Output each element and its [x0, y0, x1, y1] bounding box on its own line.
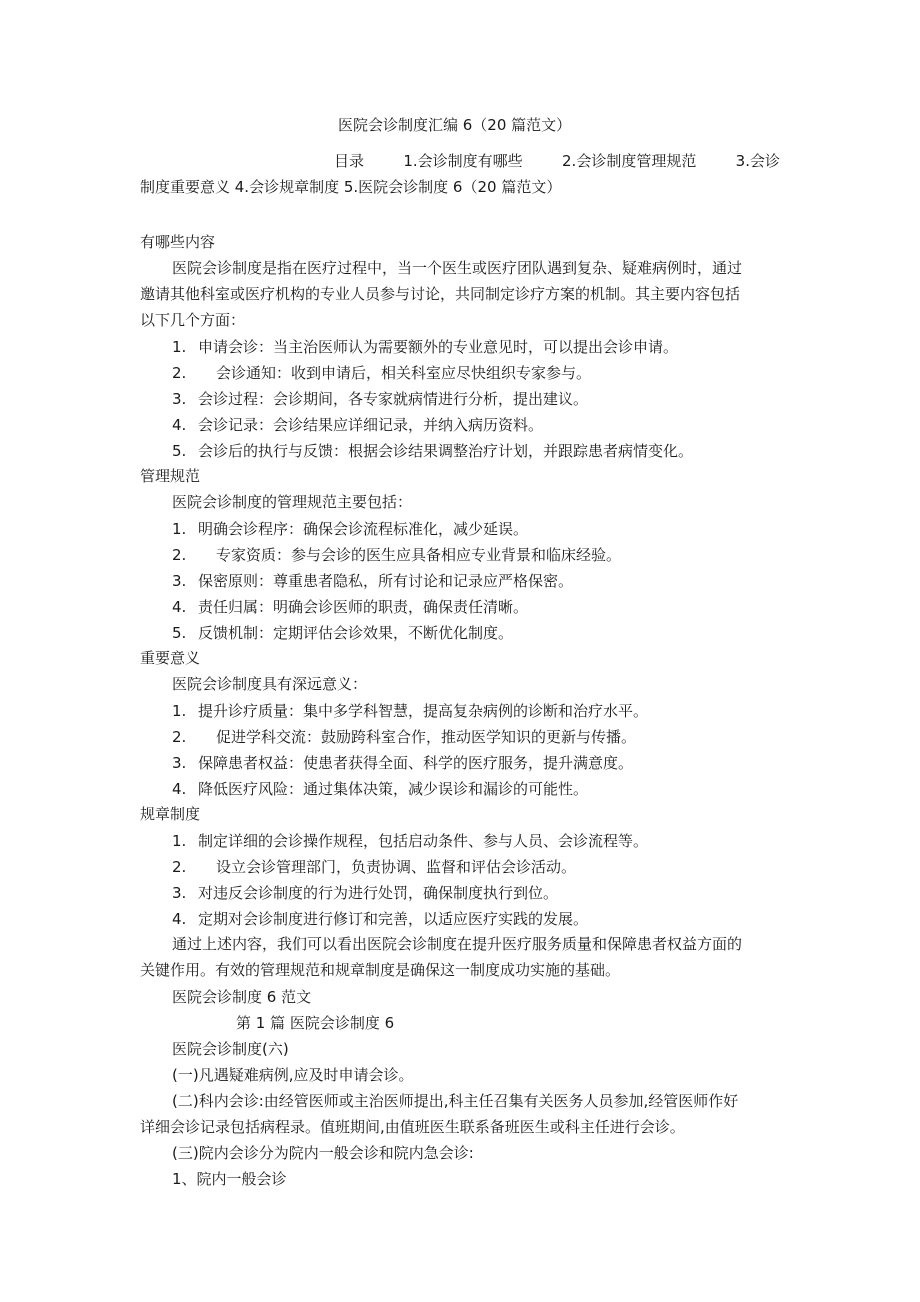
- list-item-number: 4.: [172, 910, 187, 928]
- list-item-number: 3.: [172, 572, 187, 590]
- paragraph-line: 医院会诊制度具有深远意义：: [172, 675, 368, 693]
- list-item-text: 责任归属：明确会诊医师的职责，确保责任清晰。: [198, 598, 529, 616]
- list-item-text: 会诊通知：收到申请后，相关科室应尽快组织专家参与。: [216, 364, 592, 382]
- list-item-text: 保密原则：尊重患者隐私，所有讨论和记录应严格保密。: [198, 572, 574, 590]
- list-item-number: 1.: [172, 702, 187, 720]
- list-item: [172, 830, 648, 852]
- paragraph-line: (三)院内会诊分为院内一般会诊和院内急会诊:: [172, 1144, 474, 1162]
- list-item-text: 明确会诊程序：确保会诊流程标准化，减少延误。: [198, 520, 529, 538]
- list-item: [172, 362, 591, 384]
- paragraph-line: 邀请其他科室或医疗机构的专业人员参与讨论，共同制定诊疗方案的机制。其主要内容包括: [140, 285, 741, 303]
- paragraph-line: 关键作用。有效的管理规范和规章制度是确保这一制度成功实施的基础。: [140, 961, 621, 979]
- section-heading: 管理规范: [140, 467, 201, 485]
- list-item: [172, 570, 573, 592]
- list-item: [172, 414, 543, 436]
- list-item-number: 3.: [172, 390, 187, 408]
- list-item-number: 5.: [172, 624, 187, 642]
- list-item-text: 提升诊疗质量：集中多学科智慧，提高复杂病例的诊断和治疗水平。: [198, 702, 649, 720]
- section-heading: 有哪些内容: [140, 233, 216, 251]
- list-item-number: 3.: [172, 754, 187, 772]
- list-item-number: 2.: [172, 546, 187, 564]
- article-title: 第 1 篇 医院会诊制度 6: [236, 1014, 395, 1032]
- list-item: [172, 622, 513, 644]
- list-item-number: 4.: [172, 780, 187, 798]
- list-item: [172, 440, 693, 462]
- list-item: [172, 882, 558, 904]
- toc-item-2: 2.会诊制度管理规范: [562, 152, 697, 170]
- list-item-text: 对违反会诊制度的行为进行处罚，确保制度执行到位。: [198, 884, 559, 902]
- list-item-number: 1.: [172, 520, 187, 538]
- paragraph-line: (二)科内会诊:由经管医师或主治医师提出,科主任召集有关医务人员参加,经管医师作好: [172, 1092, 739, 1110]
- paragraph-line: 以下几个方面：: [140, 311, 246, 329]
- list-item-text: 保障患者权益：使患者获得全面、科学的医疗服务，提升满意度。: [198, 754, 634, 772]
- list-item-number: 1.: [172, 338, 187, 356]
- list-item-number: 1.: [172, 832, 187, 850]
- sample-label: 医院会诊制度 6 范文: [172, 988, 312, 1006]
- list-item-number: 2.: [172, 858, 187, 876]
- article-subtitle: 医院会诊制度(六): [172, 1040, 289, 1058]
- list-item-text: 定期对会诊制度进行修订和完善，以适应医疗实践的发展。: [198, 910, 589, 928]
- list-item-text: 设立会诊管理部门，负责协调、监督和评估会诊活动。: [216, 858, 577, 876]
- list-item-number: 5.: [172, 442, 187, 460]
- toc-item-3-start: 3.会诊: [735, 152, 780, 170]
- section-heading: 规章制度: [140, 805, 201, 823]
- paragraph-line: 详细会诊记录包括病程录。值班期间,由值班医生联系备班医生或科主任进行会诊。: [140, 1118, 685, 1136]
- list-item: [172, 518, 528, 540]
- paragraph-line: (一)凡遇疑难病例,应及时申请会诊。: [172, 1066, 414, 1084]
- list-item: [172, 596, 528, 618]
- list-item: [172, 752, 633, 774]
- list-item: [172, 700, 648, 722]
- list-item: [172, 726, 636, 748]
- list-item-number: 2.: [172, 728, 187, 746]
- list-item-number: 2.: [172, 364, 187, 382]
- list-item-number: 3.: [172, 884, 187, 902]
- section-heading: 重要意义: [140, 649, 201, 667]
- list-item-text: 专家资质：参与会诊的医生应具备相应专业背景和临床经验。: [216, 546, 622, 564]
- list-item-text: 会诊记录：会诊结果应详细记录，并纳入病历资料。: [198, 416, 544, 434]
- list-item-text: 申请会诊：当主治医师认为需要额外的专业意见时，可以提出会诊申请。: [198, 338, 679, 356]
- list-item: [172, 778, 588, 800]
- list-item-text: 降低医疗风险：通过集体决策，减少误诊和漏诊的可能性。: [198, 780, 589, 798]
- toc-item-1: 1.会诊制度有哪些: [403, 152, 523, 170]
- list-item-number: 4.: [172, 416, 187, 434]
- paragraph-line: 医院会诊制度是指在医疗过程中，当一个医生或医疗团队遇到复杂、疑难病例时，通过: [172, 259, 743, 277]
- list-item-text: 制定详细的会诊操作规程，包括启动条件、参与人员、会诊流程等。: [198, 832, 649, 850]
- list-item: [172, 388, 588, 410]
- list-item: [172, 544, 621, 566]
- toc-line-2: 制度重要意义 4.会诊规章制度 5.医院会诊制度 6（20 篇范文）: [140, 178, 562, 196]
- list-item-number: 4.: [172, 598, 187, 616]
- list-item: [172, 856, 576, 878]
- paragraph-line: 医院会诊制度的管理规范主要包括：: [172, 493, 413, 511]
- paragraph-line: 1、院内一般会诊: [172, 1170, 287, 1188]
- toc-line-1: [334, 150, 780, 172]
- toc-label: 目录: [334, 152, 365, 170]
- list-item-text: 会诊后的执行与反馈：根据会诊结果调整治疗计划，并跟踪患者病情变化。: [198, 442, 694, 460]
- list-item-text: 促进学科交流：鼓励跨科室合作，推动医学知识的更新与传播。: [216, 728, 637, 746]
- paragraph-line: 通过上述内容，我们可以看出医院会诊制度在提升医疗服务质量和保障患者权益方面的: [172, 935, 743, 953]
- list-item: [172, 336, 678, 358]
- document-title: 医院会诊制度汇编 6（20 篇范文）: [338, 116, 572, 134]
- list-item-text: 反馈机制：定期评估会诊效果，不断优化制度。: [198, 624, 514, 642]
- list-item-text: 会诊过程：会诊期间，各专家就病情进行分析，提出建议。: [198, 390, 589, 408]
- list-item: [172, 908, 588, 930]
